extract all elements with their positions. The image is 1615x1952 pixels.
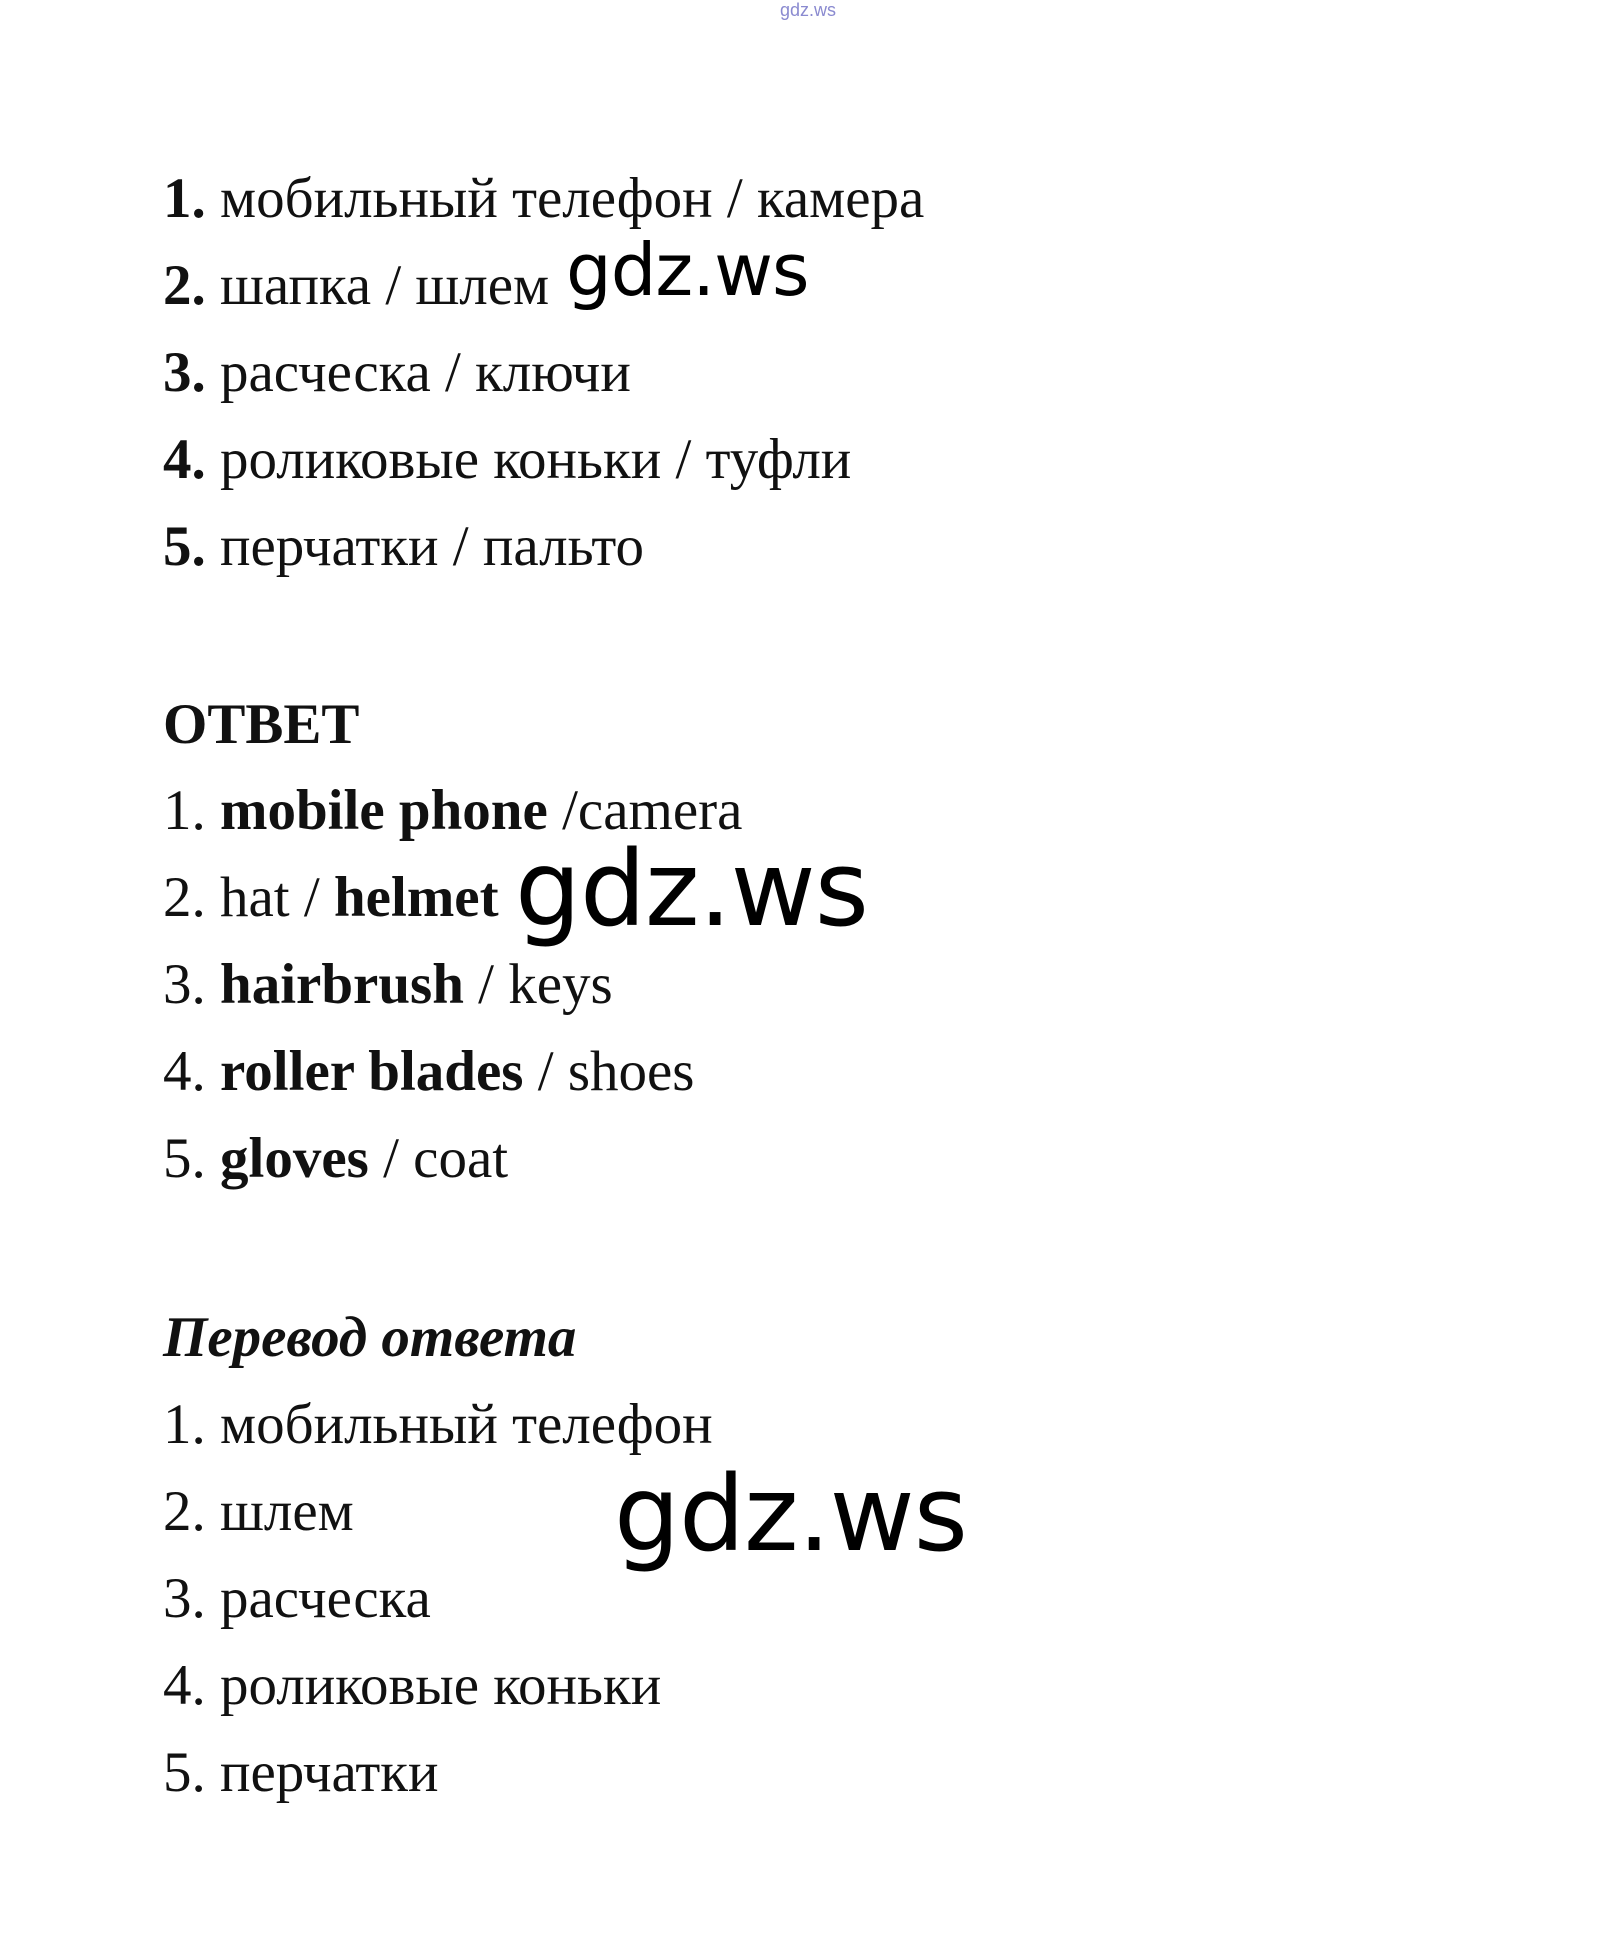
answer-item-number: 3. [163,953,206,1016]
task-item-text: шапка / шлем [220,254,550,317]
task-item-number: 4. [163,428,206,491]
answer-item-bold: gloves [220,1127,369,1190]
task-item-3 [163,338,631,408]
answer-item-post: / keys [463,953,613,1016]
task-item-number: 3. [163,341,206,404]
translation-item-number: 3. [163,1567,206,1630]
answer-item-bold: roller blades [220,1040,524,1103]
translation-item-number: 2. [163,1480,206,1543]
watermark: gdz.ws [515,828,868,950]
translation-item-text: роликовые коньки [220,1654,662,1717]
task-item-text: перчатки / пальто [220,515,645,578]
translation-item-text: расческа [220,1567,431,1630]
answer-item-3 [163,950,613,1020]
answer-item-bold: hairbrush [220,953,464,1016]
translation-item-1 [163,1390,713,1460]
site-mark-top: gdz.ws [780,0,837,20]
answer-item-bold: mobile phone [220,779,548,842]
task-item-1 [163,164,924,234]
answer-item-4 [163,1037,694,1107]
translation-item-2 [163,1477,354,1547]
translation-item-5 [163,1738,438,1808]
task-item-text: роликовые коньки / туфли [220,428,852,491]
translation-item-number: 1. [163,1393,206,1456]
answer-item-2 [163,863,499,933]
answer-item-bold: helmet [333,866,499,929]
translation-item-text: шлем [220,1480,354,1543]
translation-item-text: перчатки [220,1741,439,1804]
translation-item-3 [163,1564,431,1634]
answer-item-number: 2. [163,866,206,929]
translation-heading: Перевод ответа [163,1306,577,1369]
task-item-text: мобильный телефон / камера [220,167,925,230]
answer-item-pre: hat / [220,866,334,929]
task-item-number: 1. [163,167,206,230]
answer-item-number: 4. [163,1040,206,1103]
answer-item-number: 5. [163,1127,206,1190]
translation-item-text: мобильный телефон [220,1393,713,1456]
task-item-2 [163,251,549,321]
translation-item-number: 4. [163,1654,206,1717]
task-item-number: 2. [163,254,206,317]
answer-item-post: /camera [547,779,743,842]
task-item-number: 5. [163,515,206,578]
answer-item-number: 1. [163,779,206,842]
answer-item-post: / shoes [523,1040,695,1103]
task-item-4 [163,425,851,495]
answer-heading: ОТВЕТ [163,693,360,756]
watermark: gdz.ws [566,228,809,312]
answer-item-post: / coat [368,1127,509,1190]
translation-item-4 [163,1651,661,1721]
task-item-5 [163,512,644,582]
answer-item-5 [163,1124,508,1194]
watermark: gdz.ws [614,1453,967,1575]
task-item-text: расческа / ключи [220,341,631,404]
translation-item-number: 5. [163,1741,206,1804]
